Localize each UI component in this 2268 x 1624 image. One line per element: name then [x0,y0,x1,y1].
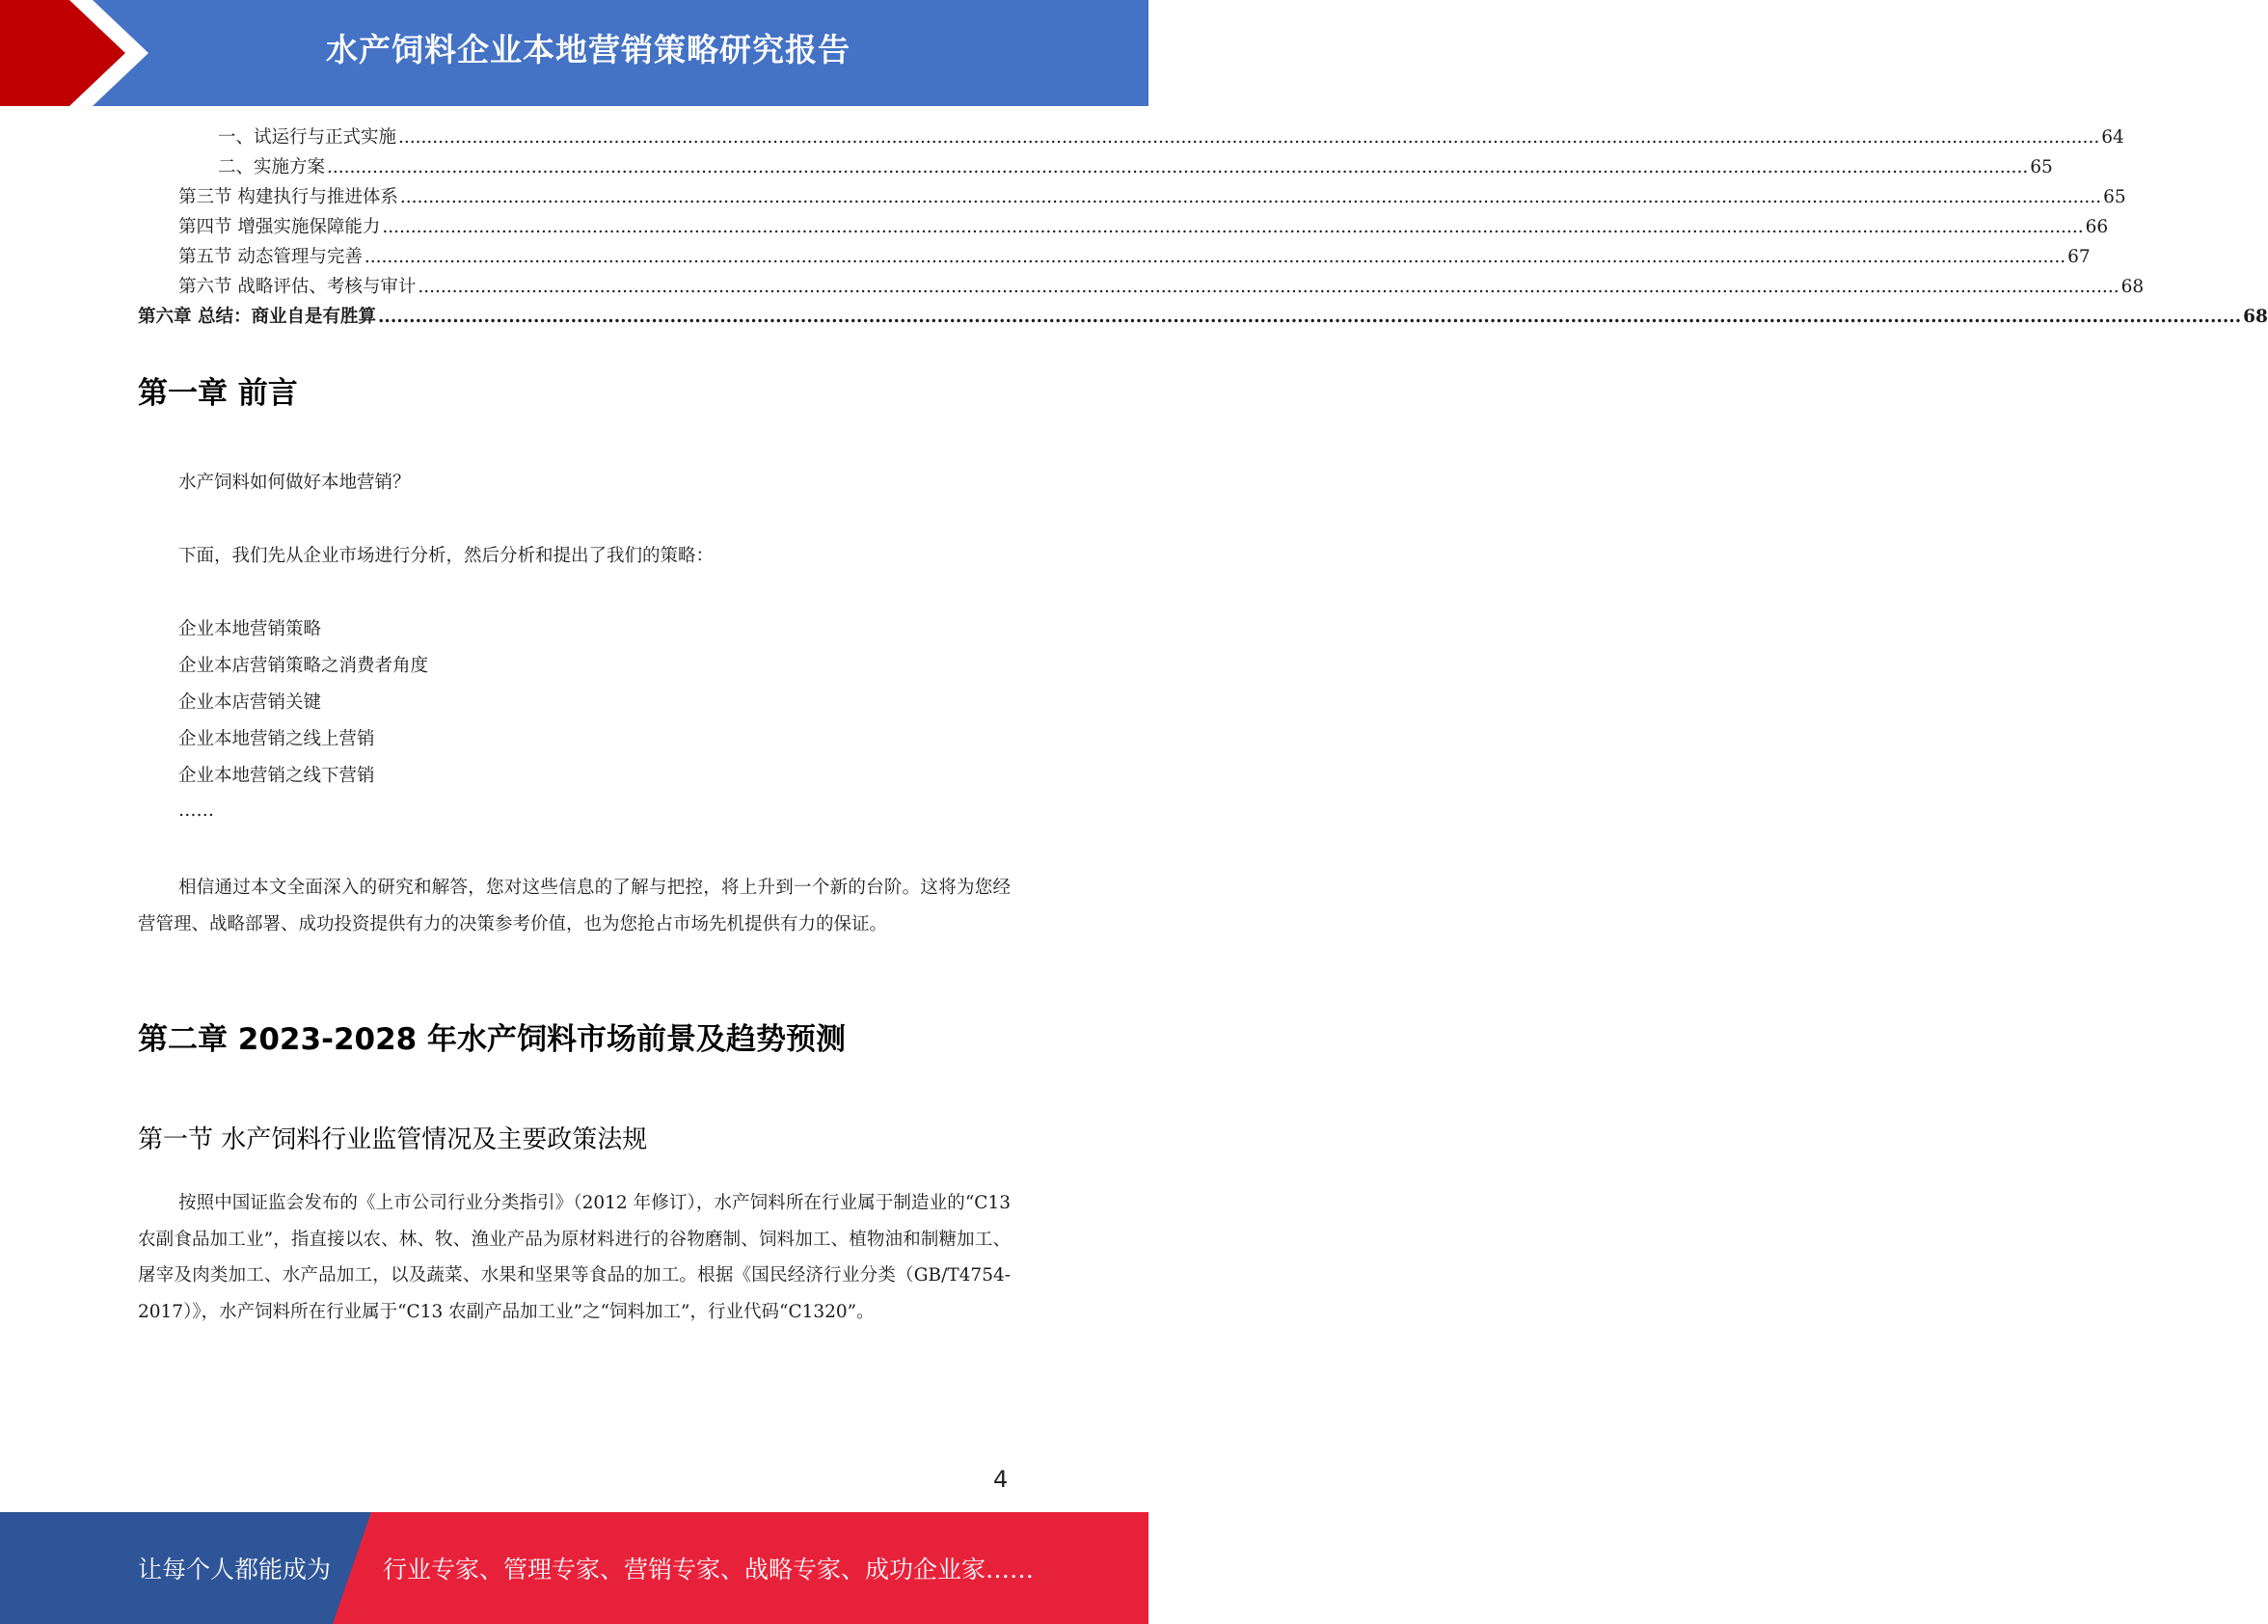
toc-entry-page: 67 [2067,247,2091,267]
toc-entry-label: 一、试运行与正式实施 [218,127,397,148]
section-1-body: 按照中国证监会发布的《上市公司行业分类指引》（2012 年修订），水产饲料所在行业属于制造业的“C13 农副食品加工业”，指直接以农、林、牧、渔业产品为原材料进行的谷物磨制、饲料加工、植物油和制糖加工、屠宰及肉类加工、水产品加工，以及蔬菜、水果和坚果等食品的加工。根据《国民经济行业分类（GB/T4754-2017）》，水产饲料所在行业属于“C13 农副产品加工业”之“饲料加工”，行业代码“C1320”。 [138,1193,1011,1322]
toc-entry[interactable] [218,153,2053,182]
toc-entry-page: 68 [2243,307,2268,327]
list-item: 企业本店营销关键 [178,692,322,713]
chapter-1-title: 第一章 前言 [138,376,298,411]
list-item: 企业本地营销之线上营销 [178,729,375,749]
toc-entry[interactable] [178,273,2145,302]
toc-entry-page: 65 [2103,187,2126,207]
toc-leader-dots: ............................................................................................................................................................................................................................................................................................................ [399,187,2102,207]
list-item: 企业本店营销策略之消费者角度 [178,656,429,676]
toc-entry[interactable] [178,243,2091,272]
toc-leader-dots: ............................................................................................................................................................................................................................................................................................................ [364,247,2066,267]
toc-entry[interactable] [178,213,2109,242]
section-1-title: 第一节 水产饲料行业监管情况及主要政策法规 [138,1125,648,1154]
list-item: 企业本地营销策略 [178,619,322,639]
intro-line: 下面，我们先从企业市场进行分析，然后分析和提出了我们的策略： [178,546,715,566]
footer-slogan-left: 让每个人都能成为 [138,1556,332,1583]
toc-entry[interactable] [178,183,2126,212]
toc-entry-label: 第三节 构建执行与推进体系 [178,187,398,207]
page-footer [0,1512,1148,1624]
closing-paragraph: 相信通过本文全面深入的研究和解答，您对这些信息的了解与把控，将上升到一个新的台阶。这将为您经营管理、战略部署、成功投资提供有力的决策参考价值，也为您抢占市场先机提供有力的保证。 [138,878,1011,934]
list-item: 企业本地营销之线下营销 [178,766,375,786]
toc-entry-label: 第六章 总结：商业自是有胜算 [138,307,376,327]
toc-entry-page: 64 [2101,127,2124,148]
report-title: 水产饲料企业本地营销策略研究报告 [326,31,850,68]
toc-entry-page: 66 [2085,217,2109,237]
toc-entry-page: 68 [2120,277,2145,297]
toc-entry[interactable] [138,303,2268,332]
toc-leader-dots: ............................................................................................................................................................................................................................................................................................................ [377,307,2242,327]
toc-entry[interactable] [218,123,2124,152]
toc-entry-label: 二、实施方案 [218,157,326,177]
toc-leader-dots: ............................................................................................................................................................................................................................................................................................................ [327,157,2029,177]
question-line: 水产饲料如何做好本地营销？ [178,473,411,493]
footer-slogan-right: 行业专家、管理专家、营销专家、战略专家、成功企业家…… [383,1556,1035,1583]
toc-entry-label: 第四节 增强实施保障能力 [178,217,381,237]
toc-leader-dots: ............................................................................................................................................................................................................................................................................................................ [398,127,2100,148]
toc-leader-dots: ............................................................................................................................................................................................................................................................................................................ [382,217,2084,237]
list-item-ellipsis: …… [178,800,214,821]
toc-entry-label: 第五节 动态管理与完善 [178,247,363,267]
toc-entry-page: 65 [2030,157,2053,177]
toc-leader-dots: ............................................................................................................................................................................................................................................................................................................ [418,277,2120,297]
toc-entry-label: 第六节 战略评估、考核与审计 [178,277,417,297]
chapter-2-title: 第二章 2023-2028 年水产饲料市场前景及趋势预测 [138,1022,847,1057]
page-header [0,0,1148,106]
page-number: 4 [993,1466,1009,1493]
